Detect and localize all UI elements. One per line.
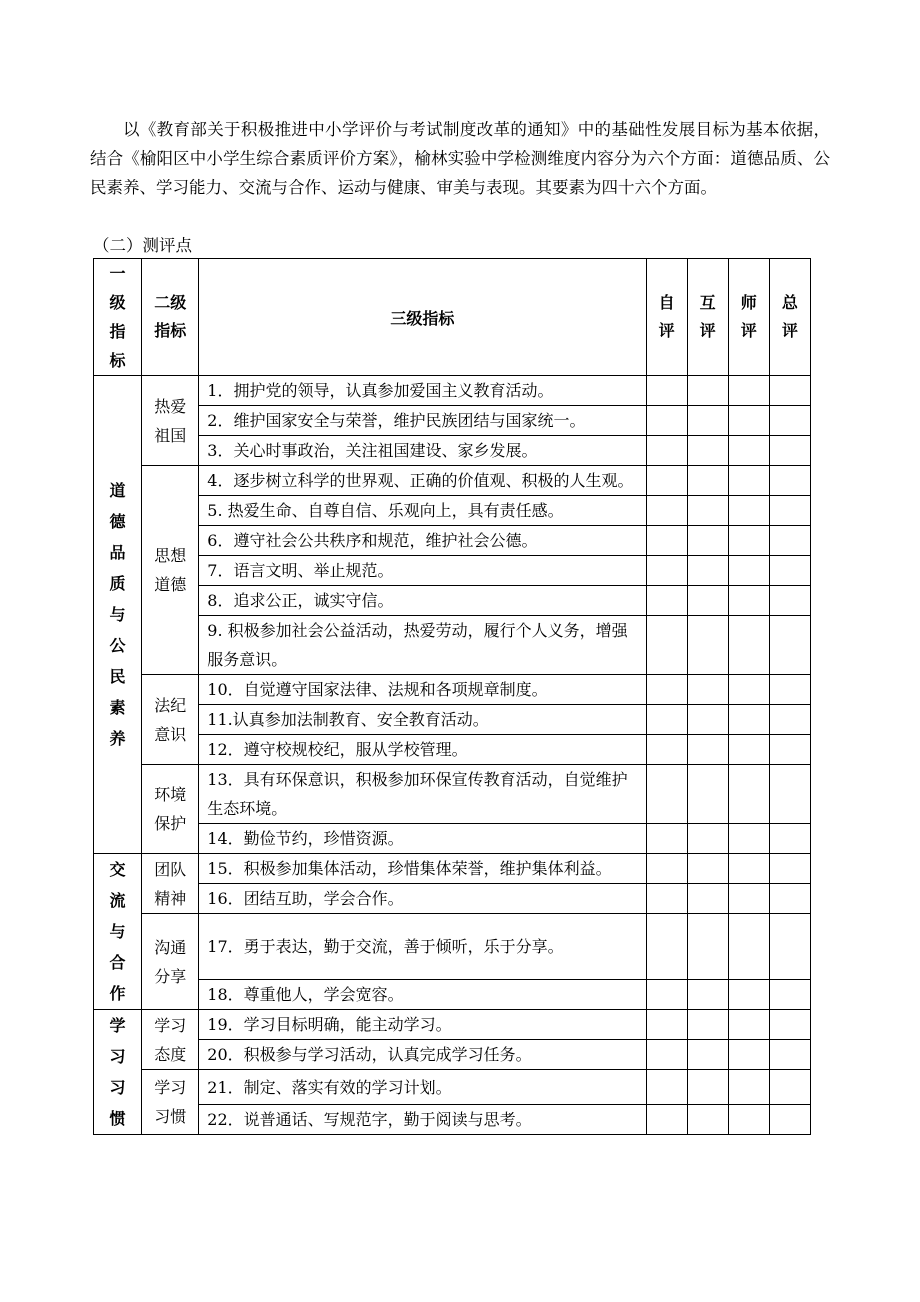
score-cell-self[interactable] — [646, 376, 687, 406]
score-cell-self[interactable] — [646, 406, 687, 436]
score-cell-peer[interactable] — [687, 980, 728, 1010]
item-text: 12．遵守校规校纪，服从学校管理。 — [199, 735, 646, 765]
header-teacher-char: 评 — [740, 321, 757, 340]
score-cell-peer[interactable] — [687, 586, 728, 616]
score-cell-self[interactable] — [646, 466, 687, 496]
score-cell-self[interactable] — [646, 556, 687, 586]
item-text: 3．关心时事政治，关注祖国建设、家乡发展。 — [199, 436, 646, 466]
score-cell-teacher[interactable] — [728, 980, 769, 1010]
score-cell-peer[interactable] — [687, 376, 728, 406]
level1-char: 养 — [109, 729, 126, 748]
score-cell-self[interactable] — [646, 884, 687, 914]
score-cell-total[interactable] — [769, 735, 810, 765]
score-cell-total[interactable] — [769, 1070, 810, 1105]
score-cell-self[interactable] — [646, 1105, 687, 1135]
score-cell-peer[interactable] — [687, 854, 728, 884]
level2-cell — [142, 376, 199, 466]
score-cell-total[interactable] — [769, 526, 810, 556]
level1-char: 合 — [109, 953, 126, 972]
level1-char: 德 — [109, 512, 126, 531]
score-cell-total[interactable] — [769, 586, 810, 616]
score-cell-self[interactable] — [646, 1010, 687, 1040]
score-cell-peer[interactable] — [687, 616, 728, 675]
level2-line: 学习 — [154, 1078, 187, 1097]
score-cell-teacher[interactable] — [728, 1010, 769, 1040]
table-row — [94, 735, 811, 765]
intro-paragraph: 以《教育部关于积极推进中小学评价与考试制度改革的通知》中的基础性发展目标为基本依据，结合《榆阳区中小学生综合素质评价方案》，榆林实验中学检测维度内容分为六个方面：道德品质、公民素养、学习能力、交流与合作、运动与健康、审美与表现。其要素为四十六个方面。 — [90, 120, 830, 197]
score-cell-teacher[interactable] — [728, 436, 769, 466]
table-row — [94, 586, 811, 616]
level1-cell — [94, 854, 142, 1010]
score-cell-teacher[interactable] — [728, 735, 769, 765]
level1-char: 惯 — [109, 1109, 126, 1128]
header-row — [94, 259, 811, 376]
item-text: 18．尊重他人，学会宽容。 — [199, 980, 646, 1010]
score-cell-peer[interactable] — [687, 466, 728, 496]
level1-char: 流 — [109, 891, 126, 910]
table-row — [94, 376, 811, 406]
table-row — [94, 496, 811, 526]
score-cell-peer[interactable] — [687, 526, 728, 556]
score-cell-teacher[interactable] — [728, 406, 769, 436]
level2-cell — [142, 914, 199, 1010]
item-text: 5. 热爱生命、自尊自信、乐观向上，具有责任感。 — [199, 496, 646, 526]
item-text: 21．制定、落实有效的学习计划。 — [199, 1070, 646, 1105]
score-cell-self[interactable] — [646, 735, 687, 765]
item-text: 17．勇于表达，勤于交流，善于倾听，乐于分享。 — [199, 914, 646, 980]
table-row — [94, 466, 811, 496]
header-peer-char: 互 — [699, 293, 716, 312]
section-subtitle: （二）测评点 — [93, 236, 192, 255]
header-level1-char: 一 — [109, 264, 126, 283]
score-cell-teacher[interactable] — [728, 496, 769, 526]
level2-cell — [142, 466, 199, 675]
score-cell-total[interactable] — [769, 824, 810, 854]
evaluation-table — [93, 258, 811, 1135]
header-level1-char: 级 — [109, 293, 126, 312]
score-cell-total[interactable] — [769, 406, 810, 436]
score-cell-total[interactable] — [769, 884, 810, 914]
score-cell-self[interactable] — [646, 824, 687, 854]
table-row — [94, 854, 811, 884]
header-self-char: 自 — [658, 293, 675, 312]
table-row — [94, 556, 811, 586]
score-cell-teacher[interactable] — [728, 765, 769, 824]
score-cell-total[interactable] — [769, 436, 810, 466]
score-cell-peer[interactable] — [687, 1040, 728, 1070]
level1-char: 学 — [109, 1016, 126, 1035]
level2-line: 法纪 — [154, 695, 187, 715]
level2-line: 态度 — [154, 1044, 187, 1064]
item-text: 6．遵守社会公共秩序和规范，维护社会公德。 — [199, 526, 646, 556]
header-teacher — [728, 259, 769, 376]
item-text: 2．维护国家安全与荣誉，维护民族团结与国家统一。 — [199, 406, 646, 436]
score-cell-teacher[interactable] — [728, 1105, 769, 1135]
header-total — [769, 259, 810, 376]
score-cell-teacher[interactable] — [728, 675, 769, 705]
score-cell-teacher[interactable] — [728, 884, 769, 914]
table-row — [94, 406, 811, 436]
score-cell-teacher[interactable] — [728, 466, 769, 496]
score-cell-total[interactable] — [769, 765, 810, 824]
item-text: 1．拥护党的领导，认真参加爱国主义教育活动。 — [199, 376, 646, 406]
level2-cell — [142, 1010, 199, 1070]
table-row — [94, 616, 811, 675]
table-row — [94, 526, 811, 556]
item-text: 14．勤俭节约，珍惜资源。 — [199, 824, 646, 854]
header-level2 — [142, 259, 199, 376]
table-row — [94, 884, 811, 914]
score-cell-self[interactable] — [646, 914, 687, 980]
level1-char: 道 — [109, 481, 126, 500]
level2-cell — [142, 854, 199, 914]
header-self — [646, 259, 687, 376]
item-text: 20．积极参与学习活动，认真完成学习任务。 — [199, 1040, 646, 1070]
table-row — [94, 1070, 811, 1105]
table-row — [94, 436, 811, 466]
level2-line: 热爱 — [154, 396, 187, 416]
score-cell-self[interactable] — [646, 436, 687, 466]
score-cell-peer[interactable] — [687, 765, 728, 824]
score-cell-peer[interactable] — [687, 406, 728, 436]
score-cell-peer[interactable] — [687, 675, 728, 705]
score-cell-peer[interactable] — [687, 496, 728, 526]
level1-char: 民 — [109, 667, 126, 686]
score-cell-teacher[interactable] — [728, 586, 769, 616]
score-cell-teacher[interactable] — [728, 914, 769, 980]
header-self-char: 评 — [658, 321, 675, 340]
score-cell-teacher[interactable] — [728, 376, 769, 406]
score-cell-teacher[interactable] — [728, 616, 769, 675]
level1-char: 素 — [109, 698, 126, 717]
item-text: 15．积极参加集体活动，珍惜集体荣誉，维护集体利益。 — [199, 854, 646, 884]
level1-char: 与 — [109, 922, 126, 941]
score-cell-peer[interactable] — [687, 735, 728, 765]
level1-char: 交 — [109, 860, 126, 879]
item-text: 8．追求公正，诚实守信。 — [199, 586, 646, 616]
level1-char: 品 — [109, 543, 126, 562]
header-level2-line: 指标 — [154, 321, 187, 340]
header-total-char: 总 — [781, 293, 798, 312]
level1-cell — [94, 376, 142, 854]
score-cell-peer[interactable] — [687, 1070, 728, 1105]
level2-line: 精神 — [154, 888, 187, 908]
score-cell-self[interactable] — [646, 705, 687, 735]
header-level1-char: 指 — [109, 322, 126, 341]
score-cell-teacher[interactable] — [728, 1040, 769, 1070]
header-total-char: 评 — [781, 321, 798, 340]
level2-line: 学习 — [154, 1015, 187, 1035]
level2-line: 保护 — [154, 814, 187, 833]
score-cell-self[interactable] — [646, 1040, 687, 1070]
level2-line: 分享 — [154, 966, 187, 986]
header-level2-line: 二级 — [154, 293, 187, 312]
table-row — [94, 1010, 811, 1040]
score-cell-peer[interactable] — [687, 884, 728, 914]
level2-cell — [142, 1070, 199, 1135]
score-cell-self[interactable] — [646, 526, 687, 556]
level1-char: 质 — [109, 574, 126, 593]
level1-char: 习 — [109, 1047, 126, 1066]
level2-line: 环境 — [154, 785, 187, 804]
score-cell-self[interactable] — [646, 980, 687, 1010]
score-cell-total[interactable] — [769, 705, 810, 735]
header-peer-char: 评 — [699, 321, 716, 340]
score-cell-teacher[interactable] — [728, 1070, 769, 1105]
score-cell-self[interactable] — [646, 616, 687, 675]
table-row — [94, 705, 811, 735]
score-cell-total[interactable] — [769, 854, 810, 884]
score-cell-peer[interactable] — [687, 705, 728, 735]
level1-char: 公 — [109, 636, 126, 655]
item-text: 7．语言文明、举止规范。 — [199, 556, 646, 586]
score-cell-peer[interactable] — [687, 1010, 728, 1040]
score-cell-teacher[interactable] — [728, 556, 769, 586]
header-level1-char: 标 — [109, 351, 126, 370]
score-cell-teacher[interactable] — [728, 705, 769, 735]
level1-char: 习 — [109, 1078, 126, 1097]
table-row — [94, 914, 811, 980]
level1-char: 与 — [109, 605, 126, 624]
score-cell-total[interactable] — [769, 376, 810, 406]
table-row — [94, 1105, 811, 1135]
score-cell-self[interactable] — [646, 586, 687, 616]
level2-line: 意识 — [154, 724, 187, 744]
table-row — [94, 765, 811, 824]
level1-char: 作 — [109, 984, 126, 1003]
level2-cell — [142, 765, 199, 854]
item-text: 16．团结互助，学会合作。 — [199, 884, 646, 914]
score-cell-self[interactable] — [646, 675, 687, 705]
score-cell-self[interactable] — [646, 496, 687, 526]
score-cell-total[interactable] — [769, 466, 810, 496]
table-row — [94, 824, 811, 854]
header-level3: 三级指标 — [199, 259, 646, 376]
level2-line: 道德 — [154, 575, 187, 594]
item-text: 13．具有环保意识，积极参加环保宣传教育活动，自觉维护生态环境。 — [199, 765, 646, 824]
score-cell-total[interactable] — [769, 1105, 810, 1135]
score-cell-total[interactable] — [769, 1010, 810, 1040]
score-cell-total[interactable] — [769, 675, 810, 705]
score-cell-peer[interactable] — [687, 1105, 728, 1135]
score-cell-peer[interactable] — [687, 436, 728, 466]
table-row — [94, 1040, 811, 1070]
level2-line: 祖国 — [154, 425, 187, 445]
score-cell-teacher[interactable] — [728, 824, 769, 854]
score-cell-total[interactable] — [769, 616, 810, 675]
score-cell-peer[interactable] — [687, 824, 728, 854]
level2-cell — [142, 675, 199, 765]
item-text: 10．自觉遵守国家法律、法规和各项规章制度。 — [199, 675, 646, 705]
item-text: 4．逐步树立科学的世界观、正确的价值观、积极的人生观。 — [199, 466, 646, 496]
header-level1 — [94, 259, 142, 376]
item-text: 9. 积极参加社会公益活动，热爱劳动，履行个人义务，增强服务意识。 — [199, 616, 646, 675]
header-peer — [687, 259, 728, 376]
score-cell-total[interactable] — [769, 1040, 810, 1070]
score-cell-peer[interactable] — [687, 914, 728, 980]
score-cell-self[interactable] — [646, 1070, 687, 1105]
item-text: 11.认真参加法制教育、安全教育活动。 — [199, 705, 646, 735]
item-text: 22．说普通话、写规范字，勤于阅读与思考。 — [199, 1105, 646, 1135]
level2-line: 沟通 — [154, 937, 187, 957]
score-cell-total[interactable] — [769, 914, 810, 980]
level2-line: 思想 — [154, 546, 187, 565]
score-cell-total[interactable] — [769, 496, 810, 526]
score-cell-teacher[interactable] — [728, 526, 769, 556]
level1-cell — [94, 1010, 142, 1135]
score-cell-self[interactable] — [646, 854, 687, 884]
score-cell-teacher[interactable] — [728, 854, 769, 884]
level2-line: 团队 — [154, 859, 187, 879]
level2-line: 习惯 — [154, 1107, 187, 1126]
item-text: 19．学习目标明确，能主动学习。 — [199, 1010, 646, 1040]
header-teacher-char: 师 — [740, 293, 757, 312]
table-row — [94, 675, 811, 705]
score-cell-total[interactable] — [769, 556, 810, 586]
table-row — [94, 980, 811, 1010]
score-cell-total[interactable] — [769, 980, 810, 1010]
score-cell-peer[interactable] — [687, 556, 728, 586]
score-cell-self[interactable] — [646, 765, 687, 824]
